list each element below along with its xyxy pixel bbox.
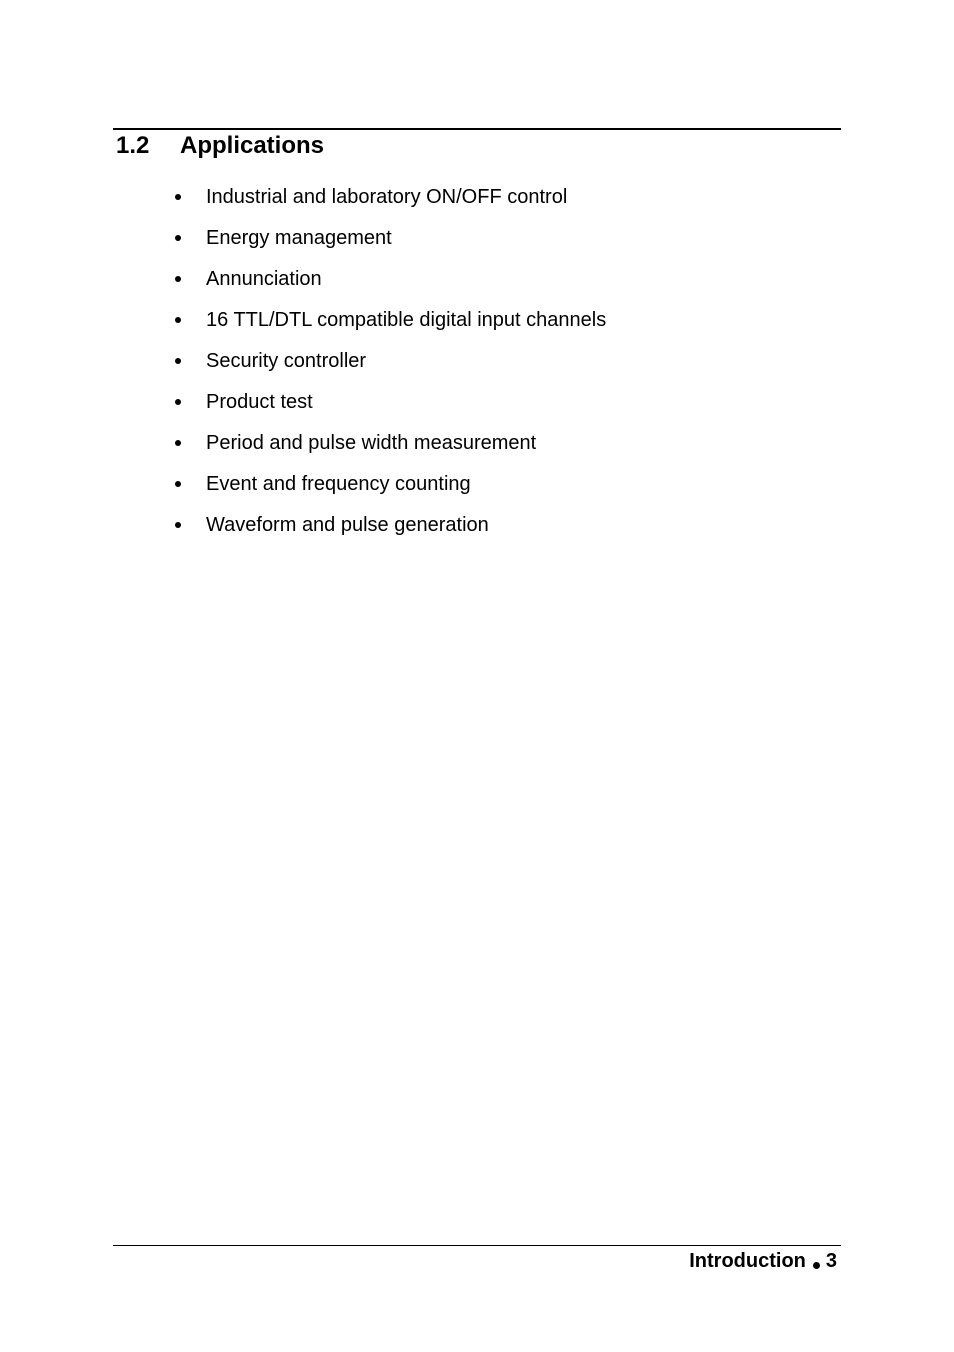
- bullet-icon: [175, 317, 181, 323]
- bullet-icon: [175, 358, 181, 364]
- list-item-text: Event and frequency counting: [206, 473, 471, 495]
- page-number: 3: [825, 1250, 837, 1272]
- list-item-text: Period and pulse width measurement: [206, 432, 537, 454]
- list-item-text: Product test: [206, 391, 313, 413]
- bullet-icon: [175, 194, 181, 200]
- bullet-icon: [175, 276, 181, 282]
- list-item-text: Annunciation: [206, 268, 322, 290]
- separator-dot-icon: [813, 1262, 820, 1269]
- top-rule: [113, 128, 841, 130]
- bullet-icon: [175, 399, 181, 405]
- section-title: Applications: [180, 132, 325, 159]
- bullet-icon: [175, 481, 181, 487]
- section-heading: [116, 131, 324, 161]
- bullet-icon: [175, 522, 181, 528]
- footer-rule: [113, 1245, 841, 1246]
- list-item-text: 16 TTL/DTL compatible digital input channels: [206, 309, 607, 331]
- footer-chapter: Introduction: [689, 1250, 806, 1272]
- list-item-text: Energy management: [206, 227, 392, 249]
- bullet-icon: [175, 235, 181, 241]
- list-item-text: Industrial and laboratory ON/OFF control: [206, 186, 568, 208]
- list-item-text: Security controller: [206, 350, 367, 372]
- bullet-icon: [175, 440, 181, 446]
- list-item-text: Waveform and pulse generation: [206, 514, 489, 536]
- page-footer: [689, 1247, 837, 1275]
- section-number: 1.2: [116, 132, 150, 159]
